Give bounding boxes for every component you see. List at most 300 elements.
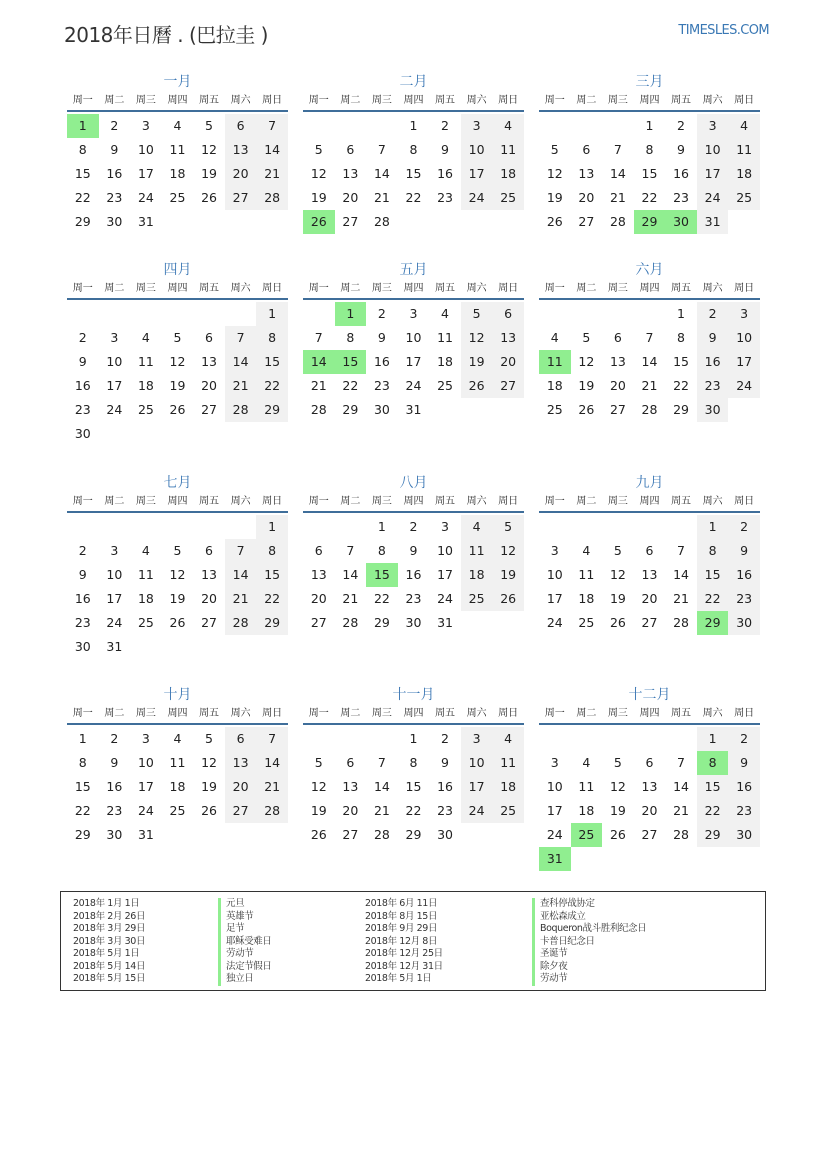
day-cell[interactable]: 24: [728, 374, 760, 398]
day-cell[interactable]: 23: [405, 591, 422, 606]
day-cell[interactable]: 11: [461, 539, 493, 563]
day-cell[interactable]: 30: [697, 398, 729, 422]
day-cell[interactable]: 20: [225, 162, 257, 186]
day-cell[interactable]: 15: [405, 166, 422, 181]
day-cell[interactable]: 5: [205, 731, 213, 746]
day-cell[interactable]: 30: [405, 615, 422, 630]
day-cell[interactable]: 24: [137, 803, 154, 818]
day-cell[interactable]: 29: [256, 611, 288, 635]
day-cell[interactable]: 29: [405, 827, 422, 842]
day-cell[interactable]: 6: [645, 543, 654, 558]
holiday-day-cell[interactable]: 30: [665, 210, 697, 234]
day-cell[interactable]: 29: [256, 398, 288, 422]
day-cell[interactable]: 17: [106, 591, 123, 606]
day-cell[interactable]: 31: [137, 827, 154, 842]
day-cell[interactable]: 5: [173, 543, 182, 558]
day-cell[interactable]: 24: [461, 186, 493, 210]
day-cell[interactable]: 20: [225, 775, 257, 799]
day-cell[interactable]: 3: [441, 519, 449, 534]
day-cell[interactable]: 1: [697, 515, 729, 539]
day-cell[interactable]: 26: [201, 803, 217, 818]
day-cell[interactable]: 16: [106, 779, 123, 794]
day-cell[interactable]: 26: [201, 190, 217, 205]
day-cell[interactable]: 5: [613, 543, 622, 558]
day-cell[interactable]: 10: [546, 779, 563, 794]
day-cell[interactable]: 3: [461, 114, 493, 138]
day-cell[interactable]: 22: [405, 190, 422, 205]
day-cell[interactable]: 4: [728, 114, 760, 138]
day-cell[interactable]: 25: [137, 615, 154, 630]
day-cell[interactable]: 19: [310, 190, 327, 205]
day-cell[interactable]: 2: [441, 731, 449, 746]
day-cell[interactable]: 17: [546, 803, 563, 818]
day-cell[interactable]: 1: [409, 118, 418, 133]
day-cell[interactable]: 31: [697, 210, 729, 234]
day-cell[interactable]: 3: [461, 727, 493, 751]
day-cell[interactable]: 21: [310, 378, 327, 393]
day-cell[interactable]: 18: [492, 775, 524, 799]
day-cell[interactable]: 17: [461, 775, 493, 799]
day-cell[interactable]: 13: [342, 779, 359, 794]
holiday-day-cell[interactable]: 15: [335, 350, 367, 374]
day-cell[interactable]: 14: [609, 166, 626, 181]
day-cell[interactable]: 22: [373, 591, 390, 606]
day-cell[interactable]: 7: [645, 330, 654, 345]
day-cell[interactable]: 2: [728, 727, 760, 751]
day-cell[interactable]: 3: [409, 306, 418, 321]
day-cell[interactable]: 4: [141, 330, 150, 345]
day-cell[interactable]: 17: [405, 354, 422, 369]
day-cell[interactable]: 17: [137, 166, 154, 181]
day-cell[interactable]: 18: [728, 162, 760, 186]
day-cell[interactable]: 24: [106, 402, 123, 417]
day-cell[interactable]: 7: [314, 330, 323, 345]
day-cell[interactable]: 28: [225, 611, 257, 635]
day-cell[interactable]: 19: [546, 190, 563, 205]
day-cell[interactable]: 24: [461, 799, 493, 823]
holiday-day-cell[interactable]: 14: [303, 350, 335, 374]
day-cell[interactable]: 19: [461, 350, 493, 374]
day-cell[interactable]: 13: [201, 354, 217, 369]
day-cell[interactable]: 24: [405, 378, 422, 393]
day-cell[interactable]: 26: [546, 214, 563, 229]
day-cell[interactable]: 14: [256, 751, 288, 775]
holiday-day-cell[interactable]: 29: [697, 611, 729, 635]
holiday-day-cell[interactable]: 31: [539, 847, 571, 871]
day-cell[interactable]: 19: [609, 803, 626, 818]
day-cell[interactable]: 20: [641, 591, 658, 606]
day-cell[interactable]: 31: [106, 639, 123, 654]
day-cell[interactable]: 3: [697, 114, 729, 138]
day-cell[interactable]: 9: [78, 567, 87, 582]
day-cell[interactable]: 25: [169, 190, 186, 205]
day-cell[interactable]: 24: [137, 190, 154, 205]
day-cell[interactable]: 1: [377, 519, 386, 534]
day-cell[interactable]: 9: [441, 755, 449, 770]
day-cell[interactable]: 9: [697, 326, 729, 350]
day-cell[interactable]: 27: [225, 186, 257, 210]
day-cell[interactable]: 17: [461, 162, 493, 186]
day-cell[interactable]: 22: [342, 378, 359, 393]
day-cell[interactable]: 15: [697, 775, 729, 799]
day-cell[interactable]: 5: [314, 755, 323, 770]
day-cell[interactable]: 4: [173, 731, 182, 746]
day-cell[interactable]: 23: [106, 190, 123, 205]
day-cell[interactable]: 27: [225, 799, 257, 823]
holiday-day-cell[interactable]: 1: [67, 114, 99, 138]
day-cell[interactable]: 28: [342, 615, 359, 630]
day-cell[interactable]: 8: [256, 326, 288, 350]
day-cell[interactable]: 22: [405, 803, 422, 818]
day-cell[interactable]: 27: [310, 615, 327, 630]
day-cell[interactable]: 9: [110, 755, 119, 770]
day-cell[interactable]: 11: [169, 755, 186, 770]
day-cell[interactable]: 7: [256, 114, 288, 138]
day-cell[interactable]: 22: [74, 803, 91, 818]
day-cell[interactable]: 11: [137, 354, 154, 369]
day-cell[interactable]: 18: [169, 779, 186, 794]
day-cell[interactable]: 19: [201, 166, 217, 181]
day-cell[interactable]: 20: [492, 350, 524, 374]
day-cell[interactable]: 5: [582, 330, 591, 345]
day-cell[interactable]: 20: [641, 803, 658, 818]
day-cell[interactable]: 24: [546, 615, 563, 630]
day-cell[interactable]: 25: [578, 615, 595, 630]
day-cell[interactable]: 13: [641, 567, 658, 582]
day-cell[interactable]: 28: [373, 214, 390, 229]
day-cell[interactable]: 25: [137, 402, 154, 417]
day-cell[interactable]: 27: [201, 615, 217, 630]
day-cell[interactable]: 25: [492, 186, 524, 210]
day-cell[interactable]: 2: [409, 519, 418, 534]
day-cell[interactable]: 27: [578, 214, 595, 229]
day-cell[interactable]: 10: [546, 567, 563, 582]
day-cell[interactable]: 16: [437, 166, 453, 181]
day-cell[interactable]: 20: [342, 190, 359, 205]
day-cell[interactable]: 13: [342, 166, 359, 181]
day-cell[interactable]: 30: [74, 426, 91, 441]
day-cell[interactable]: 11: [578, 567, 595, 582]
day-cell[interactable]: 28: [225, 398, 257, 422]
day-cell[interactable]: 10: [137, 755, 154, 770]
day-cell[interactable]: 3: [728, 302, 760, 326]
day-cell[interactable]: 17: [546, 591, 563, 606]
day-cell[interactable]: 10: [137, 142, 154, 157]
day-cell[interactable]: 17: [697, 162, 729, 186]
day-cell[interactable]: 6: [205, 330, 213, 345]
day-cell[interactable]: 28: [310, 402, 327, 417]
day-cell[interactable]: 13: [225, 751, 257, 775]
day-cell[interactable]: 14: [673, 567, 689, 582]
day-cell[interactable]: 16: [106, 166, 123, 181]
day-cell[interactable]: 10: [106, 567, 123, 582]
day-cell[interactable]: 29: [373, 615, 390, 630]
holiday-day-cell[interactable]: 25: [571, 823, 603, 847]
day-cell[interactable]: 3: [110, 330, 119, 345]
day-cell[interactable]: 8: [78, 755, 87, 770]
day-cell[interactable]: 1: [256, 515, 288, 539]
day-cell[interactable]: 16: [437, 779, 453, 794]
day-cell[interactable]: 25: [546, 402, 563, 417]
day-cell[interactable]: 13: [492, 326, 524, 350]
day-cell[interactable]: 21: [225, 587, 257, 611]
day-cell[interactable]: 15: [405, 779, 422, 794]
day-cell[interactable]: 26: [492, 587, 524, 611]
day-cell[interactable]: 22: [256, 374, 288, 398]
day-cell[interactable]: 14: [225, 563, 257, 587]
day-cell[interactable]: 9: [441, 142, 449, 157]
day-cell[interactable]: 28: [673, 827, 689, 842]
day-cell[interactable]: 24: [106, 615, 123, 630]
day-cell[interactable]: 9: [677, 142, 685, 157]
day-cell[interactable]: 20: [201, 591, 217, 606]
day-cell[interactable]: 21: [373, 803, 390, 818]
day-cell[interactable]: 19: [609, 591, 626, 606]
day-cell[interactable]: 11: [728, 138, 760, 162]
day-cell[interactable]: 5: [550, 142, 559, 157]
day-cell[interactable]: 30: [437, 827, 453, 842]
day-cell[interactable]: 1: [645, 118, 654, 133]
day-cell[interactable]: 18: [492, 162, 524, 186]
day-cell[interactable]: 13: [310, 567, 327, 582]
day-cell[interactable]: 26: [609, 615, 626, 630]
day-cell[interactable]: 16: [728, 563, 760, 587]
day-cell[interactable]: 26: [461, 374, 493, 398]
day-cell[interactable]: 18: [578, 591, 595, 606]
day-cell[interactable]: 21: [609, 190, 626, 205]
day-cell[interactable]: 27: [492, 374, 524, 398]
day-cell[interactable]: 1: [78, 731, 87, 746]
day-cell[interactable]: 27: [609, 402, 626, 417]
day-cell[interactable]: 17: [437, 567, 453, 582]
day-cell[interactable]: 23: [437, 803, 453, 818]
day-cell[interactable]: 14: [373, 779, 390, 794]
day-cell[interactable]: 2: [677, 118, 685, 133]
day-cell[interactable]: 23: [728, 799, 760, 823]
day-cell[interactable]: 28: [256, 799, 288, 823]
day-cell[interactable]: 10: [461, 751, 493, 775]
day-cell[interactable]: 7: [225, 326, 257, 350]
day-cell[interactable]: 3: [141, 118, 150, 133]
day-cell[interactable]: 25: [169, 803, 186, 818]
day-cell[interactable]: 1: [677, 306, 685, 321]
day-cell[interactable]: 6: [582, 142, 591, 157]
day-cell[interactable]: 9: [409, 543, 418, 558]
day-cell[interactable]: 23: [74, 402, 91, 417]
day-cell[interactable]: 21: [641, 378, 658, 393]
day-cell[interactable]: 12: [169, 354, 186, 369]
day-cell[interactable]: 19: [492, 563, 524, 587]
day-cell[interactable]: 5: [314, 142, 323, 157]
day-cell[interactable]: 7: [677, 755, 685, 770]
day-cell[interactable]: 2: [441, 118, 449, 133]
day-cell[interactable]: 8: [409, 755, 418, 770]
day-cell[interactable]: 7: [225, 539, 257, 563]
day-cell[interactable]: 8: [377, 543, 386, 558]
day-cell[interactable]: 2: [110, 118, 119, 133]
day-cell[interactable]: 8: [697, 539, 729, 563]
day-cell[interactable]: 30: [373, 402, 390, 417]
day-cell[interactable]: 21: [256, 775, 288, 799]
day-cell[interactable]: 17: [137, 779, 154, 794]
day-cell[interactable]: 22: [641, 190, 658, 205]
day-cell[interactable]: 13: [609, 354, 626, 369]
day-cell[interactable]: 25: [492, 799, 524, 823]
day-cell[interactable]: 1: [409, 731, 418, 746]
day-cell[interactable]: 26: [169, 402, 186, 417]
day-cell[interactable]: 27: [342, 827, 359, 842]
day-cell[interactable]: 10: [437, 543, 453, 558]
holiday-day-cell[interactable]: 29: [634, 210, 666, 234]
day-cell[interactable]: 13: [225, 138, 257, 162]
day-cell[interactable]: 9: [728, 751, 760, 775]
day-cell[interactable]: 20: [342, 803, 359, 818]
day-cell[interactable]: 19: [578, 378, 595, 393]
day-cell[interactable]: 18: [137, 378, 154, 393]
day-cell[interactable]: 16: [405, 567, 422, 582]
day-cell[interactable]: 10: [405, 330, 422, 345]
day-cell[interactable]: 9: [110, 142, 119, 157]
day-cell[interactable]: 25: [461, 587, 493, 611]
day-cell[interactable]: 11: [578, 779, 595, 794]
day-cell[interactable]: 6: [225, 727, 257, 751]
day-cell[interactable]: 24: [437, 591, 453, 606]
holiday-day-cell[interactable]: 26: [303, 210, 335, 234]
day-cell[interactable]: 22: [673, 378, 689, 393]
day-cell[interactable]: 27: [201, 402, 217, 417]
day-cell[interactable]: 4: [492, 727, 524, 751]
day-cell[interactable]: 4: [492, 114, 524, 138]
day-cell[interactable]: 4: [441, 306, 449, 321]
day-cell[interactable]: 3: [141, 731, 150, 746]
day-cell[interactable]: 19: [169, 378, 186, 393]
day-cell[interactable]: 2: [78, 543, 87, 558]
day-cell[interactable]: 4: [461, 515, 493, 539]
day-cell[interactable]: 2: [697, 302, 729, 326]
day-cell[interactable]: 1: [256, 302, 288, 326]
day-cell[interactable]: 29: [697, 823, 729, 847]
day-cell[interactable]: 19: [169, 591, 186, 606]
day-cell[interactable]: 24: [697, 186, 729, 210]
day-cell[interactable]: 20: [201, 378, 217, 393]
day-cell[interactable]: 3: [110, 543, 119, 558]
day-cell[interactable]: 23: [728, 587, 760, 611]
day-cell[interactable]: 7: [256, 727, 288, 751]
day-cell[interactable]: 14: [225, 350, 257, 374]
day-cell[interactable]: 30: [74, 639, 91, 654]
day-cell[interactable]: 28: [373, 827, 390, 842]
day-cell[interactable]: 21: [256, 162, 288, 186]
day-cell[interactable]: 20: [310, 591, 327, 606]
day-cell[interactable]: 2: [377, 306, 386, 321]
day-cell[interactable]: 26: [578, 402, 595, 417]
day-cell[interactable]: 23: [106, 803, 123, 818]
day-cell[interactable]: 12: [492, 539, 524, 563]
day-cell[interactable]: 28: [641, 402, 658, 417]
day-cell[interactable]: 18: [546, 378, 563, 393]
day-cell[interactable]: 21: [342, 591, 359, 606]
day-cell[interactable]: 6: [613, 330, 622, 345]
day-cell[interactable]: 6: [492, 302, 524, 326]
day-cell[interactable]: 4: [173, 118, 182, 133]
day-cell[interactable]: 6: [346, 755, 355, 770]
day-cell[interactable]: 20: [609, 378, 626, 393]
day-cell[interactable]: 2: [110, 731, 119, 746]
day-cell[interactable]: 26: [609, 827, 626, 842]
day-cell[interactable]: 18: [169, 166, 186, 181]
day-cell[interactable]: 15: [74, 779, 91, 794]
day-cell[interactable]: 11: [137, 567, 154, 582]
day-cell[interactable]: 5: [205, 118, 213, 133]
site-name[interactable]: TIMESLES.COM: [678, 23, 769, 38]
day-cell[interactable]: 8: [645, 142, 654, 157]
day-cell[interactable]: 13: [201, 567, 217, 582]
day-cell[interactable]: 10: [106, 354, 123, 369]
day-cell[interactable]: 14: [256, 138, 288, 162]
day-cell[interactable]: 5: [613, 755, 622, 770]
day-cell[interactable]: 21: [673, 803, 689, 818]
day-cell[interactable]: 21: [673, 591, 689, 606]
day-cell[interactable]: 3: [550, 543, 559, 558]
day-cell[interactable]: 15: [256, 350, 288, 374]
day-cell[interactable]: 16: [74, 591, 91, 606]
day-cell[interactable]: 10: [461, 138, 493, 162]
day-cell[interactable]: 6: [645, 755, 654, 770]
day-cell[interactable]: 31: [437, 615, 453, 630]
day-cell[interactable]: 8: [78, 142, 87, 157]
day-cell[interactable]: 21: [225, 374, 257, 398]
day-cell[interactable]: 29: [74, 214, 91, 229]
day-cell[interactable]: 12: [310, 166, 327, 181]
day-cell[interactable]: 6: [205, 543, 213, 558]
day-cell[interactable]: 2: [78, 330, 87, 345]
day-cell[interactable]: 11: [492, 138, 524, 162]
day-cell[interactable]: 26: [169, 615, 186, 630]
day-cell[interactable]: 14: [373, 166, 390, 181]
day-cell[interactable]: 18: [461, 563, 493, 587]
day-cell[interactable]: 7: [377, 755, 386, 770]
day-cell[interactable]: 11: [437, 330, 453, 345]
day-cell[interactable]: 20: [578, 190, 595, 205]
day-cell[interactable]: 6: [314, 543, 323, 558]
day-cell[interactable]: 25: [728, 186, 760, 210]
day-cell[interactable]: 9: [377, 330, 386, 345]
day-cell[interactable]: 19: [201, 779, 217, 794]
day-cell[interactable]: 15: [74, 166, 91, 181]
day-cell[interactable]: 21: [373, 190, 390, 205]
day-cell[interactable]: 28: [256, 186, 288, 210]
day-cell[interactable]: 6: [346, 142, 355, 157]
day-cell[interactable]: 5: [173, 330, 182, 345]
day-cell[interactable]: 28: [609, 214, 626, 229]
day-cell[interactable]: 27: [342, 214, 359, 229]
day-cell[interactable]: 12: [546, 166, 563, 181]
day-cell[interactable]: 23: [74, 615, 91, 630]
day-cell[interactable]: 19: [310, 803, 327, 818]
day-cell[interactable]: 9: [728, 539, 760, 563]
day-cell[interactable]: 9: [78, 354, 87, 369]
holiday-day-cell[interactable]: 11: [539, 350, 571, 374]
day-cell[interactable]: 12: [578, 354, 595, 369]
day-cell[interactable]: 7: [677, 543, 685, 558]
day-cell[interactable]: 4: [550, 330, 559, 345]
day-cell[interactable]: 16: [697, 350, 729, 374]
day-cell[interactable]: 17: [106, 378, 123, 393]
day-cell[interactable]: 18: [137, 591, 154, 606]
day-cell[interactable]: 12: [609, 567, 626, 582]
day-cell[interactable]: 12: [169, 567, 186, 582]
day-cell[interactable]: 18: [437, 354, 453, 369]
